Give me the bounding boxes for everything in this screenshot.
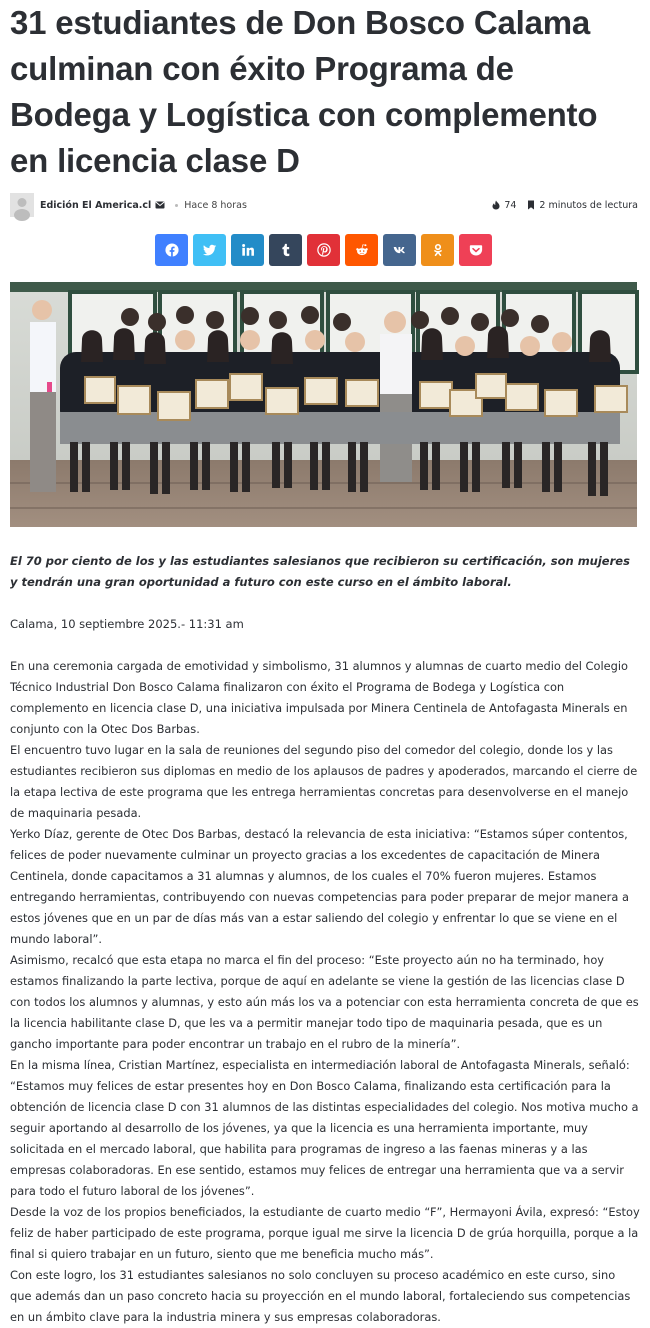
author-avatar[interactable]: [10, 193, 34, 217]
publish-date: Hace 8 horas: [184, 199, 247, 211]
share-buttons: [155, 234, 492, 266]
odnoklassniki-icon: [431, 243, 445, 257]
reddit-icon: [355, 243, 369, 257]
vk-share-button[interactable]: [383, 234, 416, 266]
article-body: [10, 656, 640, 1328]
body-paragraph: Desde la voz de los propios beneficiados, la estudiante de cuarto medio “F”, Hermayoni Ávila, expresó: “Estoy feliz de haber participado de este programa, porque igual me sirve la licencia D de grúa horquilla, porque a la final si quiero trabajar en un futuro, siento que me beneficia mucho más”.: [10, 1205, 640, 1261]
fire-icon: [491, 200, 501, 210]
pinterest-icon: [317, 243, 331, 257]
view-count: 74: [504, 199, 517, 211]
tumblr-share-button[interactable]: [269, 234, 302, 266]
article-dateline: Calama, 10 septiembre 2025.- 11:31 am: [10, 617, 244, 631]
twitter-share-button[interactable]: [193, 234, 226, 266]
article-stats: [491, 200, 638, 211]
odnoklassniki-share-button[interactable]: [421, 234, 454, 266]
reddit-share-button[interactable]: [345, 234, 378, 266]
article-title: 31 estudiantes de Don Bosco Calama culminan con éxito Programa de Bodega y Logística con complemento en licencia clase D: [10, 4, 598, 179]
body-paragraph: En una ceremonia cargada de emotividad y simbolismo, 31 alumnos y alumnas de cuarto medio del Colegio Técnico Industrial Don Bosco Calama finalizaron con éxito el Programa de Bodega y Logística con complemento en licencia clase D, una iniciativa impulsada por Minera Centinela de Antofagasta Minerals en conjunto con la Otec Dos Barbas.: [10, 659, 628, 736]
twitter-icon: [203, 243, 217, 257]
reading-time: 2 minutos de lectura: [539, 199, 638, 211]
body-paragraph: En la misma línea, Cristian Martínez, especialista en intermediación laboral de Antofagasta Minerals, señaló: “Estamos muy felices de estar presentes hoy en Don Bosco Calama, finalizando esta certificación para la obtención de licencia clase D con 31 alumnos de las distintas especialidades del colegio. Nos motiva mucho a seguir aportando al desarrollo de los jóvenes, ya que la licencia es una herramienta importante, muy solicitada en el mercado laboral, que habilita para programas de ingreso a las faenas mineras y a las empresas colaboradoras. En ese sentido, estamos muy felices de entregar una herramienta que va a servir para todo el futuro laboral de los jóvenes”.: [10, 1058, 639, 1198]
article-photo: [10, 282, 637, 527]
linkedin-icon: [241, 243, 255, 257]
body-paragraph: Yerko Díaz, gerente de Otec Dos Barbas, destacó la relevancia de esta iniciativa: “Estamos súper contentos, felices de poder nuevamente culminar un proyecto gracias a los excedentes de capacitación de Minera Centinela, donde capacitamos a 31 alumnas y alumnos, de los cuales el 70% fueron mujeres. Estamos entregando herramientas, contribuyendo con nuevas competencias para poder preparar de mejor manera a estos jóvenes que en un par de días más van a estar saliendo del colegio y enfrentar lo que se viene en el mundo laboral”.: [10, 827, 629, 946]
tumblr-icon: [279, 243, 293, 257]
body-paragraph: Con este logro, los 31 estudiantes salesianos no solo concluyen su proceso académico en este curso, sino que además dan un paso concreto hacia su proyección en el mundo laboral, fortaleciendo sus competencias en un ámbito clave para la industria minera y sus empresas colaboradoras.: [10, 1268, 631, 1324]
vk-icon: [393, 243, 407, 257]
pocket-icon: [469, 243, 483, 257]
author-name[interactable]: Edición El America.cl: [40, 199, 152, 211]
article-meta: [10, 192, 638, 218]
email-icon[interactable]: [155, 200, 165, 210]
body-paragraph: Asimismo, recalcó que esta etapa no marca el fin del proceso: “Este proyecto aún no ha terminado, hoy estamos finalizando la parte lectiva, porque de aquí en adelante se viene la gestión de las licencias clase D con todos los alumnos y alumnas, y esto aún más los va a potenciar con esta herramienta concreta de que es la licencia habilitante clase D, que les va a permitir manejar todo tipo de maquinaria pesada, que es un gancho importante para poder encontrar un trabajo en el rubro de la minería”.: [10, 953, 639, 1051]
body-paragraph: El encuentro tuvo lugar en la sala de reuniones del segundo piso del comedor del colegio, donde los y las estudiantes recibieron sus diplomas en medio de los aplausos de padres y apoderados, marcando el cierre de la etapa lectiva de este programa que les entrega herramientas concretas para desenvolverse en el manejo de maquinaria pesada.: [10, 743, 638, 820]
facebook-share-button[interactable]: [155, 234, 188, 266]
pinterest-share-button[interactable]: [307, 234, 340, 266]
meta-separator: [175, 204, 178, 207]
linkedin-share-button[interactable]: [231, 234, 264, 266]
facebook-icon: [165, 243, 179, 257]
bookmark-icon: [526, 200, 536, 210]
pocket-share-button[interactable]: [459, 234, 492, 266]
article-lead: El 70 por ciento de los y las estudiantes salesianos que recibieron su certificación, son mujeres y tendrán una gran oportunidad a futuro con este curso en el ámbito laboral.: [10, 554, 630, 589]
